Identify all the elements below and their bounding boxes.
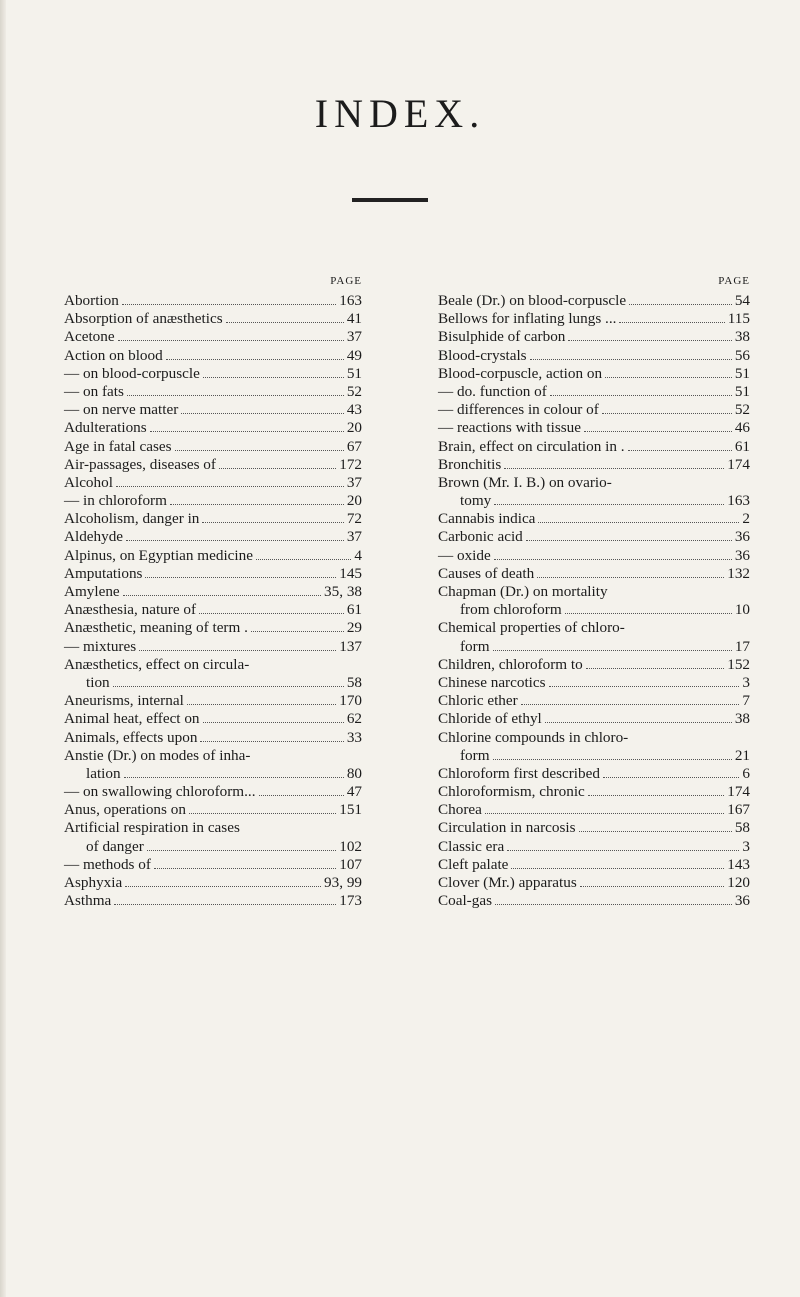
- index-entry: [64, 801, 362, 819]
- entry-term: Circulation in narcosis: [438, 819, 576, 837]
- entry-term: Beale (Dr.) on blood-corpuscle: [438, 292, 627, 309]
- dot-leader: [251, 631, 344, 632]
- entry-term: Bisulphide of carbon: [438, 328, 566, 346]
- entry-page: 145: [339, 564, 362, 582]
- entry-page: 2: [742, 510, 750, 528]
- dot-leader: [187, 704, 336, 705]
- index-entry: [438, 456, 750, 474]
- entry-term: Absorption of anæsthetics: [64, 310, 223, 328]
- dot-leader: [584, 431, 732, 432]
- entry-page: 36: [734, 892, 750, 910]
- dot-leader: [181, 413, 344, 414]
- page-column-header: PAGE: [330, 275, 362, 287]
- entry-page: 170: [339, 692, 362, 710]
- index-entry: [438, 874, 750, 892]
- entry-term: — methods of: [64, 855, 151, 873]
- dot-leader: [602, 413, 732, 414]
- dot-leader: [511, 868, 724, 869]
- index-entry: [64, 492, 362, 510]
- entry-term: Animal heat, effect on: [64, 710, 200, 728]
- entry-page: 58: [734, 819, 750, 837]
- dot-leader: [579, 831, 732, 832]
- dot-leader: [124, 777, 344, 778]
- entry-page: 137: [339, 637, 362, 655]
- dot-leader: [147, 850, 336, 851]
- dot-leader: [494, 559, 732, 560]
- index-entry: [438, 292, 750, 310]
- entry-page: 4: [354, 546, 362, 564]
- entry-page: 51: [734, 382, 750, 400]
- entry-term: Chloride of ethyl: [438, 710, 542, 728]
- index-entry: [438, 419, 750, 437]
- entry-page: 37: [346, 328, 362, 346]
- entry-page: 152: [727, 655, 750, 673]
- index-entry: [438, 729, 750, 747]
- entry-term: — do. function of: [438, 382, 547, 400]
- index-entry: [438, 638, 750, 656]
- dot-leader: [123, 595, 321, 596]
- index-entry: [438, 656, 750, 674]
- index-entry: [64, 692, 362, 710]
- entry-term: Chlorine compounds in chloro-: [438, 728, 629, 746]
- entry-term: — differences in colour of: [438, 401, 599, 419]
- index-column-left: [64, 275, 362, 910]
- entry-page: 51: [346, 364, 362, 382]
- entry-page: 49: [346, 346, 362, 364]
- entry-term: Amylene: [64, 583, 120, 600]
- dot-leader: [113, 686, 344, 687]
- dot-leader: [565, 613, 732, 614]
- entry-term: form: [460, 637, 490, 655]
- entry-page: 107: [339, 855, 362, 873]
- index-entry: [64, 565, 362, 583]
- entry-term: Chloroformism, chronic: [438, 783, 585, 801]
- index-entry: [64, 510, 362, 528]
- entry-page: 33: [346, 728, 362, 746]
- page-column-header: PAGE: [718, 275, 750, 287]
- entry-page: 20: [346, 419, 362, 437]
- entry-page: 174: [727, 783, 750, 801]
- index-entry: [438, 783, 750, 801]
- entry-term: Bronchitis: [438, 455, 502, 473]
- entry-page: 163: [339, 292, 362, 309]
- entry-term: Cannabis indica: [438, 510, 536, 528]
- index-entry: [438, 801, 750, 819]
- index-entry: [64, 819, 362, 837]
- entry-term: tion: [86, 673, 110, 691]
- entry-term: Acetone: [64, 328, 115, 346]
- index-entry: [64, 838, 362, 856]
- dot-leader: [116, 486, 344, 487]
- entry-page: 17: [734, 637, 750, 655]
- dot-leader: [605, 377, 732, 378]
- dot-leader: [154, 868, 336, 869]
- entry-page: 47: [346, 783, 362, 801]
- index-entry: [64, 547, 362, 565]
- dot-leader: [114, 904, 336, 905]
- entry-term: Alpinus, on Egyptian medicine: [64, 546, 253, 564]
- entry-page: 93, 99: [324, 874, 362, 891]
- index-entry: [438, 383, 750, 401]
- index-entry: [438, 819, 750, 837]
- index-entry: [64, 710, 362, 728]
- index-entry: [64, 674, 362, 692]
- dot-leader: [549, 686, 740, 687]
- index-entry: [64, 765, 362, 783]
- index-entry: [438, 547, 750, 565]
- entry-term: — on fats: [64, 382, 124, 400]
- entry-page: 41: [346, 310, 362, 328]
- dot-leader: [199, 613, 344, 614]
- entry-term: Adulterations: [64, 419, 147, 437]
- entry-page: 58: [346, 673, 362, 691]
- dot-leader: [259, 795, 344, 796]
- dot-leader: [580, 886, 724, 887]
- entry-page: 37: [346, 473, 362, 491]
- entry-term: Anæsthetic, meaning of term .: [64, 619, 248, 637]
- entry-term: tomy: [460, 492, 492, 510]
- index-entry: [64, 638, 362, 656]
- dot-leader: [628, 450, 732, 451]
- entry-page: 52: [734, 401, 750, 419]
- entry-page: 120: [727, 874, 750, 891]
- entry-term: Blood-crystals: [438, 346, 527, 364]
- index-entry: [438, 347, 750, 365]
- entry-term: lation: [86, 764, 121, 782]
- dot-leader: [150, 431, 344, 432]
- index-entry: [64, 619, 362, 637]
- dot-leader: [256, 559, 351, 560]
- dot-leader: [203, 722, 344, 723]
- dot-leader: [485, 813, 724, 814]
- index-entry: [438, 328, 750, 346]
- entry-term: Blood-corpuscle, action on: [438, 364, 603, 382]
- dot-leader: [526, 540, 732, 541]
- dot-leader: [603, 777, 739, 778]
- dot-leader: [170, 504, 344, 505]
- entry-term: Aldehyde: [64, 528, 124, 546]
- index-entry: [64, 328, 362, 346]
- entry-term: Chloroform first described: [438, 764, 600, 782]
- dot-leader: [493, 650, 732, 651]
- entry-term: Aneurisms, internal: [64, 692, 184, 710]
- entry-term: Brown (Mr. I. B.) on ovario-: [438, 473, 612, 491]
- entry-term: Clover (Mr.) apparatus: [438, 874, 577, 891]
- entry-term: Amputations: [64, 564, 143, 582]
- entry-term: Animals, effects upon: [64, 728, 198, 746]
- dot-leader: [175, 450, 344, 451]
- entry-page: 62: [346, 710, 362, 728]
- index-entry: [438, 438, 750, 456]
- dot-leader: [568, 340, 731, 341]
- entry-term: Chemical properties of chloro-: [438, 619, 625, 637]
- dot-leader: [504, 468, 724, 469]
- dot-leader: [200, 741, 343, 742]
- entry-term: Age in fatal cases: [64, 437, 172, 455]
- entry-term: — oxide: [438, 546, 491, 564]
- entry-page: 52: [346, 382, 362, 400]
- dot-leader: [537, 577, 724, 578]
- entry-page: 132: [727, 564, 750, 582]
- dot-leader: [588, 795, 724, 796]
- entry-page: 72: [346, 510, 362, 528]
- dot-leader: [126, 540, 344, 541]
- index-entry: [438, 365, 750, 383]
- index-entry: [438, 492, 750, 510]
- dot-leader: [530, 359, 732, 360]
- entry-term: Action on blood: [64, 346, 163, 364]
- entry-term: form: [460, 746, 490, 764]
- entry-page: 21: [734, 746, 750, 764]
- entry-term: Brain, effect on circulation in .: [438, 437, 625, 455]
- index-entry: [438, 510, 750, 528]
- index-entry: [438, 565, 750, 583]
- entry-term: Cleft palate: [438, 855, 509, 873]
- entry-page: 151: [339, 801, 362, 819]
- entry-page: 102: [339, 837, 362, 855]
- entries-right: [438, 292, 750, 910]
- index-entry: [64, 401, 362, 419]
- index-entry: [64, 438, 362, 456]
- index-entry: [64, 601, 362, 619]
- entry-term: Children, chloroform to: [438, 655, 583, 673]
- entry-page: 29: [346, 619, 362, 637]
- entry-page: 61: [346, 601, 362, 619]
- entry-page: 37: [346, 528, 362, 546]
- index-entry: [64, 383, 362, 401]
- entry-page: 3: [742, 837, 750, 855]
- entry-term: Chapman (Dr.) on mortality: [438, 583, 608, 600]
- entry-page: 51: [734, 364, 750, 382]
- dot-leader: [495, 904, 732, 905]
- entry-page: 10: [734, 601, 750, 619]
- entry-page: 173: [339, 892, 362, 910]
- index-entry: [64, 419, 362, 437]
- entry-term: — mixtures: [64, 637, 137, 655]
- index-entry: [64, 747, 362, 765]
- entry-term: Chloric ether: [438, 692, 518, 710]
- index-entry: [438, 528, 750, 546]
- index-entry: [438, 692, 750, 710]
- entry-page: 6: [742, 764, 750, 782]
- page-title: INDEX.: [314, 91, 486, 136]
- dot-leader: [493, 759, 732, 760]
- dot-leader: [538, 522, 739, 523]
- dot-leader: [139, 650, 336, 651]
- entry-page: 174: [727, 455, 750, 473]
- entries-left: [64, 292, 362, 910]
- dot-leader: [494, 504, 724, 505]
- entry-term: from chloroform: [460, 601, 562, 619]
- entry-term: — on blood-corpuscle: [64, 364, 200, 382]
- index-entry: [438, 892, 750, 910]
- entry-page: 61: [734, 437, 750, 455]
- index-entry: [438, 674, 750, 692]
- dot-leader: [127, 395, 344, 396]
- dot-leader: [219, 468, 336, 469]
- index-entry: [438, 710, 750, 728]
- dot-leader: [125, 886, 321, 887]
- entry-page: 36: [734, 546, 750, 564]
- index-entry: [438, 310, 750, 328]
- entry-page: 43: [346, 401, 362, 419]
- index-entry: [64, 783, 362, 801]
- index-entry: [64, 474, 362, 492]
- index-entry: [64, 347, 362, 365]
- entry-page: 54: [734, 292, 750, 309]
- index-column-right: [438, 275, 750, 910]
- entry-term: of danger: [86, 837, 144, 855]
- entry-term: Bellows for inflating lungs ...: [438, 310, 617, 328]
- dot-leader: [619, 322, 724, 323]
- index-entry: [438, 583, 750, 601]
- entry-page: 56: [734, 346, 750, 364]
- entry-term: — in chloroform: [64, 492, 167, 510]
- index-entry: [64, 583, 362, 601]
- entry-term: Carbonic acid: [438, 528, 523, 546]
- entry-term: — reactions with tissue: [438, 419, 581, 437]
- dot-leader: [122, 304, 336, 305]
- entry-term: Chorea: [438, 801, 482, 819]
- entry-term: Classic era: [438, 837, 505, 855]
- entry-page: 3: [742, 673, 750, 691]
- entry-page: 7: [742, 692, 750, 710]
- entry-page: 35, 38: [324, 583, 362, 600]
- dot-leader: [203, 377, 344, 378]
- entry-term: Asthma: [64, 892, 112, 910]
- entry-page: 80: [346, 764, 362, 782]
- index-entry: [438, 601, 750, 619]
- index-entry: [438, 747, 750, 765]
- title-rule: [352, 198, 428, 202]
- dot-leader: [202, 522, 343, 523]
- dot-leader: [189, 813, 336, 814]
- index-entry: [438, 765, 750, 783]
- entry-page: 163: [727, 492, 750, 510]
- entry-page: 36: [734, 528, 750, 546]
- entry-page: 143: [727, 855, 750, 873]
- dot-leader: [521, 704, 740, 705]
- entry-term: Anus, operations on: [64, 801, 186, 819]
- index-entry: [64, 292, 362, 310]
- entry-term: Anæsthesia, nature of: [64, 601, 197, 619]
- index-entry: [438, 619, 750, 637]
- index-entry: [64, 892, 362, 910]
- entry-term: Asphyxia: [64, 874, 123, 891]
- index-entry: [438, 856, 750, 874]
- index-entry: [438, 838, 750, 856]
- entry-term: — on nerve matter: [64, 401, 179, 419]
- dot-leader: [166, 359, 344, 360]
- entry-page: 115: [727, 310, 750, 328]
- dot-leader: [118, 340, 344, 341]
- index-entry: [64, 310, 362, 328]
- dot-leader: [586, 668, 725, 669]
- index-entry: [64, 365, 362, 383]
- index-entry: [438, 401, 750, 419]
- entry-term: Artificial respiration in cases: [64, 819, 240, 837]
- dot-leader: [507, 850, 739, 851]
- index-entry: [64, 729, 362, 747]
- index-entry: [64, 656, 362, 674]
- entry-term: Alcohol: [64, 473, 113, 491]
- dot-leader: [550, 395, 732, 396]
- dot-leader: [545, 722, 732, 723]
- entry-term: Anæsthetics, effect on circula-: [64, 655, 250, 673]
- entry-page: 46: [734, 419, 750, 437]
- dot-leader: [226, 322, 344, 323]
- entry-term: Coal-gas: [438, 892, 492, 910]
- index-entry: [64, 856, 362, 874]
- entry-term: Abortion: [64, 292, 119, 309]
- entry-term: Alcoholism, danger in: [64, 510, 200, 528]
- entry-page: 20: [346, 492, 362, 510]
- entry-page: 172: [339, 455, 362, 473]
- dot-leader: [145, 577, 336, 578]
- index-entry: [64, 874, 362, 892]
- entry-term: — on swallowing chloroform...: [64, 783, 256, 801]
- index-entry: [438, 474, 750, 492]
- index-entry: [64, 528, 362, 546]
- page-spine-shadow: [0, 0, 6, 1297]
- entry-term: Anstie (Dr.) on modes of inha-: [64, 746, 251, 764]
- entry-page: 167: [727, 801, 750, 819]
- entry-page: 38: [734, 328, 750, 346]
- entry-term: Chinese narcotics: [438, 673, 546, 691]
- entry-term: Causes of death: [438, 564, 535, 582]
- index-entry: [64, 456, 362, 474]
- entry-page: 67: [346, 437, 362, 455]
- dot-leader: [629, 304, 732, 305]
- entry-page: 38: [734, 710, 750, 728]
- entry-term: Air-passages, diseases of: [64, 455, 216, 473]
